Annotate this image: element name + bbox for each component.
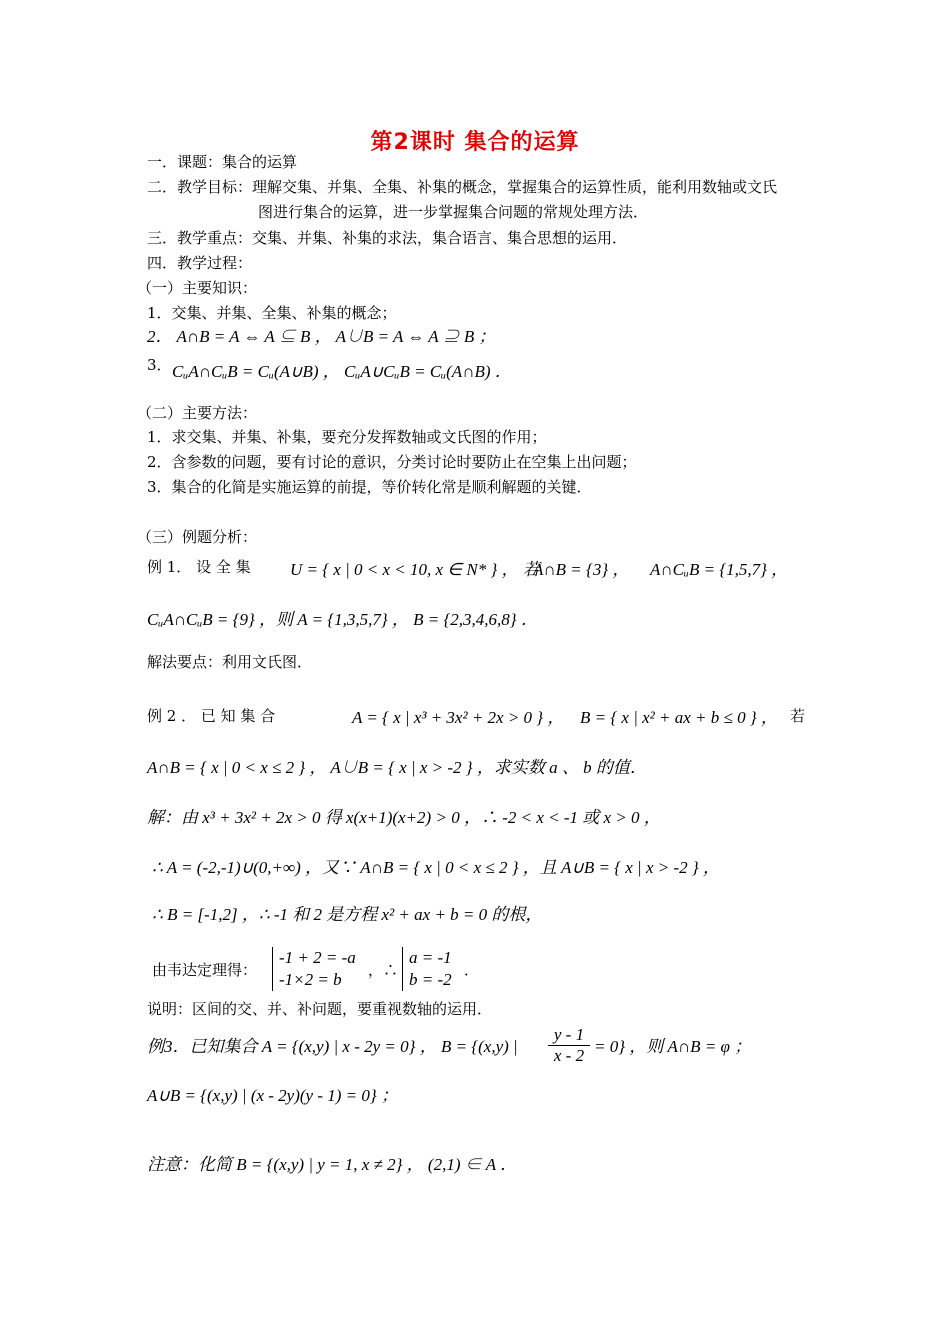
solution-line-2: ∴ A = (-2,-1)∪(0,+∞) ，又∵ A∩B = { x | 0 < x ≤ 2 } ，且 A∪B = { x | x > -2 } ， bbox=[152, 858, 720, 877]
example-1-complement-intersection: A∩CᵤB = {1,5,7} ， bbox=[650, 560, 789, 579]
result-equation-2: b = -2 bbox=[409, 970, 452, 989]
vieta-label: 由韦达定理得： bbox=[152, 961, 258, 979]
example-1-result: CᵤA∩CᵤB = {9} ，则 A = {1,3,5,7} ， B = {2,3,4,6,8} ． bbox=[147, 610, 538, 629]
therefore-symbol: ，∴ bbox=[368, 961, 399, 979]
solution-line-3: ∴ B = [-1,2] ，∴ -1 和 2 是方程 x² + ax + b = 0 的根， bbox=[152, 905, 543, 924]
example-1-note: 解法要点：利用文氏图． bbox=[147, 653, 313, 671]
examples-heading: （三）例题分析： bbox=[137, 528, 258, 546]
process-line: 四．教学过程： bbox=[147, 254, 253, 272]
example-2-intro: 例 2 ． 已 知 集 合 bbox=[147, 707, 276, 725]
methods-heading: （二）主要方法： bbox=[137, 404, 258, 422]
goal-line-1: 二．教学目标：理解交集、并集、全集、补集的概念，掌握集合的运算性质，能利用数轴或文氏 bbox=[147, 178, 778, 196]
solution-line-1: 解：由 x³ + 3x² + 2x > 0 得 x(x+1)(x+2) > 0 ，∴ -2 < x < -1 或 x > 0 ， bbox=[147, 808, 661, 827]
methods-item-3: 3．集合的化简是实施运算的前提，等价转化常是顺利解题的关键． bbox=[147, 478, 592, 496]
example-3-union: A∪B = {(x,y) | (x - 2y)(y - 1) = 0} ； bbox=[147, 1086, 398, 1105]
methods-item-2: 2．含参数的问题，要有讨论的意识，分类讨论时要防止在空集上出问题； bbox=[147, 453, 637, 471]
result-end: ． bbox=[464, 961, 480, 979]
knowledge-item-2: 2． A∩B = A ⇔ A ⊆ B ， A∪B = A ⇔ A ⊇ B ； bbox=[147, 327, 496, 346]
example-2-set-b: B = { x | x² + ax + b ≤ 0 } ， bbox=[580, 708, 778, 727]
vieta-equation-2: -1×2 = b bbox=[279, 970, 342, 989]
methods-item-1: 1．求交集、并集、补集，要充分发挥数轴或文氏图的作用； bbox=[147, 428, 547, 446]
vieta-system bbox=[272, 947, 356, 991]
fraction-denominator: x - 2 bbox=[548, 1045, 590, 1066]
example-3-note: 注意：化简 B = {(x,y) | y = 1, x ≠ 2} ， (2,1) ∈ A ． bbox=[147, 1155, 518, 1174]
example-3-fraction bbox=[548, 1025, 590, 1066]
knowledge-item-3-number: 3． bbox=[147, 356, 172, 374]
example-1-intro: 例 1． 设 全 集 bbox=[147, 558, 251, 576]
vieta-equation-1: -1 + 2 = -a bbox=[279, 948, 356, 967]
example-2-if: 若 bbox=[790, 707, 806, 725]
example-3-statement-a: 例3．已知集合 A = {(x,y) | x - 2y = 0} ， B = {(x,y) | bbox=[147, 1037, 518, 1056]
goal-line-2: 图进行集合的运算，进一步掌握集合问题的常规处理方法． bbox=[258, 203, 649, 221]
page-title: 第2课时 集合的运算 bbox=[370, 130, 580, 155]
example-1-intersection: A∩B = {3} ， bbox=[533, 560, 630, 579]
result-equation-1: a = -1 bbox=[409, 948, 452, 967]
example-2-condition: A∩B = { x | 0 < x ≤ 2 } ， A∪B = { x | x > -2 } ，求实数 a 、 b 的值． bbox=[147, 758, 647, 777]
knowledge-item-1: 1．交集、并集、全集、补集的概念； bbox=[147, 304, 397, 322]
knowledge-item-3-formula: CᵤA∩CᵤB = Cᵤ(A∪B) ， CᵤA∪CᵤB = Cᵤ(A∩B) ． bbox=[172, 362, 512, 381]
example-2-set-a: A = { x | x³ + 3x² + 2x > 0 } ， bbox=[352, 708, 565, 727]
focus-line: 三．教学重点：交集、并集、补集的求法，集合语言、集合思想的运用． bbox=[147, 229, 628, 247]
example-1-universal-set: U = { x | 0 < x < 10, x ∈ N* } ， 若 bbox=[290, 560, 540, 579]
fraction-numerator: y - 1 bbox=[553, 1025, 585, 1044]
example-2-note: 说明：区间的交、并、补问题，要重视数轴的运用． bbox=[147, 1000, 493, 1018]
knowledge-heading: （一）主要知识： bbox=[137, 279, 258, 297]
result-system bbox=[402, 947, 452, 991]
topic-line: 一．课题：集合的运算 bbox=[147, 153, 298, 171]
example-3-statement-b: = 0} ，则 A∩B = φ ； bbox=[594, 1037, 752, 1056]
